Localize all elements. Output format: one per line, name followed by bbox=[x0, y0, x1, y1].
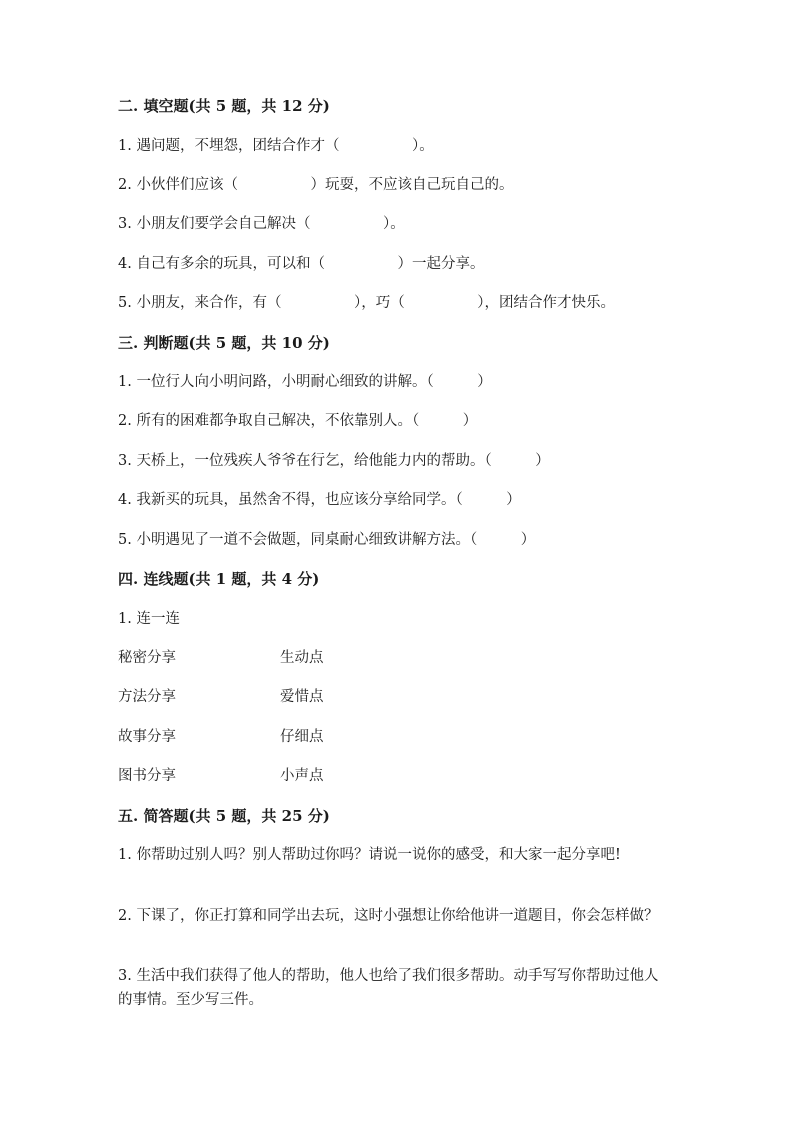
matching-left-item: 方法分享 bbox=[118, 689, 176, 705]
matching-left-item: 秘密分享 bbox=[118, 650, 176, 666]
matching-right-item: 小声点 bbox=[280, 768, 324, 784]
matching-right-item: 爱惜点 bbox=[280, 689, 324, 705]
matching-left-item: 故事分享 bbox=[118, 729, 176, 745]
section-heading-short-answer: 五. 简答题(共 5 题，共 25 分) bbox=[118, 807, 330, 825]
short-answer-question-2: 2. 下课了，你正打算和同学出去玩，这时小强想让你给他讲一道题目，你会怎样做？ bbox=[118, 908, 659, 924]
matching-right-item: 生动点 bbox=[280, 650, 324, 666]
matching-left-item: 图书分享 bbox=[118, 768, 176, 784]
matching-row bbox=[118, 766, 518, 786]
true-false-question-2: 2. 所有的困难都争取自己解决，不依靠别人。（ ） bbox=[118, 413, 478, 429]
short-answer-question-1: 1. 你帮助过别人吗？别人帮助过你吗？请说一说你的感受，和大家一起分享吧! bbox=[118, 847, 621, 863]
true-false-question-5: 5. 小明遇见了一道不会做题，同桌耐心细致讲解方法。（ ） bbox=[118, 532, 536, 548]
short-answer-question-3: 3. 生活中我们获得了他人的帮助，他人也给了我们很多帮助。动手写写你帮助过他人的事情。至少写三件。 bbox=[118, 968, 659, 1008]
fill-blank-question-5: 5. 小朋友，来合作，有（ ），巧（ ），团结合作才快乐。 bbox=[118, 295, 615, 311]
matching-question: 1. 连一连 bbox=[118, 611, 180, 627]
fill-blank-question-2: 2. 小伙伴们应该（ ）玩耍，不应该自己玩自己的。 bbox=[118, 177, 514, 193]
matching-row bbox=[118, 687, 518, 707]
section-heading-matching: 四. 连线题(共 1 题，共 4 分) bbox=[118, 570, 320, 588]
true-false-question-3: 3. 天桥上，一位残疾人爷爷在行乞，给他能力内的帮助。（ ） bbox=[118, 453, 550, 469]
matching-right-item: 仔细点 bbox=[280, 729, 324, 745]
true-false-question-1: 1. 一位行人向小明问路，小明耐心细致的讲解。（ ） bbox=[118, 374, 492, 390]
fill-blank-question-1: 1. 遇问题，不埋怨，团结合作才（ ）。 bbox=[118, 138, 434, 154]
true-false-question-4: 4. 我新买的玩具，虽然舍不得，也应该分享给同学。（ ） bbox=[118, 492, 521, 508]
section-heading-true-false: 三. 判断题(共 5 题，共 10 分) bbox=[118, 334, 330, 352]
fill-blank-question-4: 4. 自己有多余的玩具，可以和（ ）一起分享。 bbox=[118, 256, 485, 272]
matching-row bbox=[118, 727, 518, 747]
matching-row bbox=[118, 648, 518, 668]
fill-blank-question-3: 3. 小朋友们要学会自己解决（ ）。 bbox=[118, 216, 405, 232]
section-heading-fill-blank: 二. 填空题(共 5 题，共 12 分) bbox=[118, 97, 330, 115]
